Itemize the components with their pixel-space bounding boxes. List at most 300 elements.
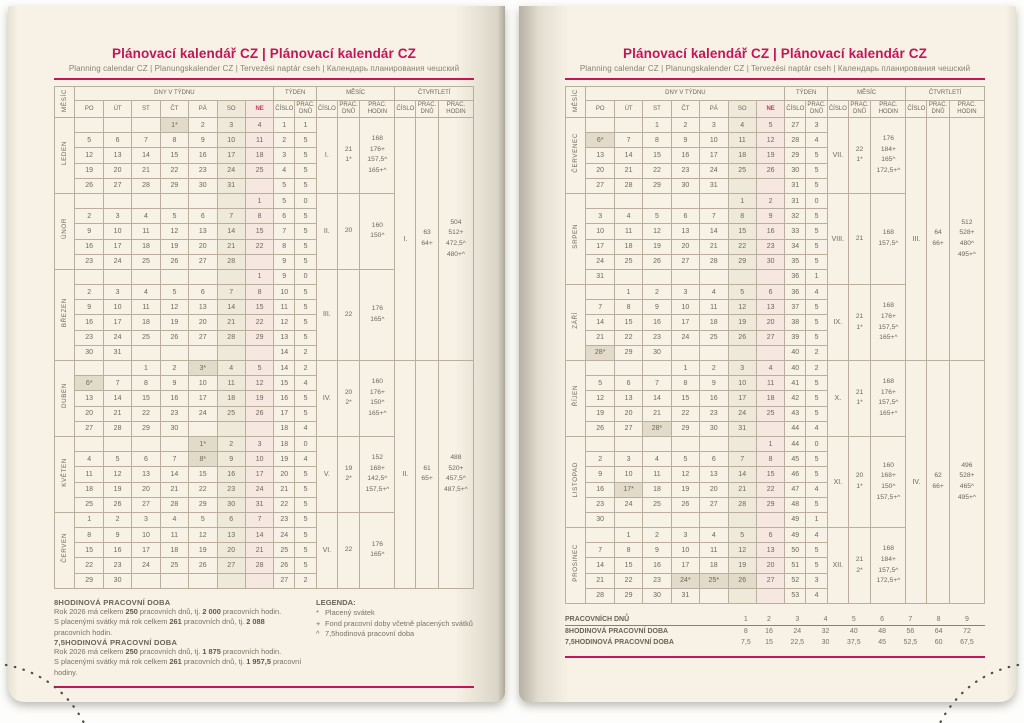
value-line: 165+^	[879, 334, 898, 342]
day-cell: 4	[132, 285, 160, 300]
legend-title: LEGENDA:	[316, 597, 356, 607]
legend-list	[316, 608, 474, 640]
value-line: 176+	[369, 145, 385, 153]
header-day-st: ST	[643, 101, 671, 118]
day-cell: 15	[75, 543, 103, 558]
value-line: 168+	[369, 464, 385, 472]
day-cell: 27	[700, 497, 728, 512]
day-cell: 16	[160, 391, 188, 406]
day-cell: 7	[217, 209, 245, 224]
conversion-value: 32	[821, 628, 830, 635]
day-cell: 25	[160, 558, 188, 573]
week-number-cell: 9	[274, 269, 295, 284]
header-day-so: SO	[217, 101, 245, 118]
day-cell: 23	[103, 558, 131, 573]
day-cell	[756, 269, 784, 284]
value-line: 512	[961, 218, 973, 226]
quarter-number-cell: III.	[906, 118, 927, 361]
value-line: 2*	[345, 399, 352, 407]
conversion-value: 2	[759, 614, 780, 626]
week-workdays-cell: 5	[295, 209, 317, 224]
day-cell	[728, 436, 756, 451]
day-cell	[103, 193, 131, 208]
month-name-cell	[566, 528, 586, 604]
week-number-cell: 26	[274, 558, 295, 573]
day-cell	[75, 361, 103, 376]
left-page-content	[54, 46, 474, 688]
day-cell	[614, 269, 642, 284]
value-line: 157,5+^	[876, 493, 901, 501]
day-cell: 8	[614, 543, 642, 558]
day-cell: 22	[75, 558, 103, 573]
day-cell: 30	[700, 421, 728, 436]
week-workdays-cell: 5	[295, 133, 317, 148]
conversion-row-label: 7,5HODINOVÁ PRACOVNÍ DOBA	[565, 639, 674, 646]
day-cell: 21	[132, 163, 160, 178]
workdays-conversion-table	[565, 614, 985, 648]
header-month-rotated	[566, 87, 586, 118]
day-cell: 6	[132, 452, 160, 467]
day-cell: 15	[160, 148, 188, 163]
day-cell: 28	[245, 558, 273, 573]
month-workdays-cell	[337, 193, 360, 269]
day-cell: 5	[586, 376, 614, 391]
day-cell: 5	[245, 361, 273, 376]
week-workdays-cell: 5	[295, 315, 317, 330]
day-cell: 31	[728, 421, 756, 436]
week-number-cell: 29	[785, 148, 806, 163]
value-line: 1*	[856, 156, 863, 164]
week-number-cell: 18	[274, 436, 295, 451]
week-number-cell: 14	[274, 345, 295, 360]
quarter-workhours-cell	[949, 118, 984, 361]
value-line: 157,5^	[878, 323, 899, 331]
day-cell	[132, 436, 160, 451]
value-line: 165+^	[879, 410, 898, 418]
day-cell: 25	[132, 254, 160, 269]
week-workdays-cell: 1	[295, 118, 317, 133]
day-cell: 19	[756, 148, 784, 163]
day-cell: 3	[132, 512, 160, 527]
day-cell	[245, 421, 273, 436]
day-cell: 20	[75, 406, 103, 421]
day-cell: 12	[756, 133, 784, 148]
week-workdays-cell: 4	[806, 421, 828, 436]
conversion-value: 9	[949, 614, 985, 626]
month-workdays-cell	[848, 193, 871, 284]
week-workdays-cell: 5	[295, 148, 317, 163]
header-week-number: ČÍSLO	[274, 101, 295, 118]
day-cell: 14	[586, 558, 614, 573]
bottom-accent-rule	[565, 656, 985, 658]
week-workdays-cell: 5	[295, 512, 317, 527]
conversion-value: 37,5	[847, 639, 861, 646]
day-cell: 27	[103, 178, 131, 193]
planning-calendar-table-left	[54, 86, 474, 589]
day-cell	[160, 573, 188, 588]
week-number-cell: 27	[274, 573, 295, 588]
day-cell	[75, 269, 103, 284]
week-number-cell: 19	[274, 452, 295, 467]
week-number-cell: 12	[274, 315, 295, 330]
day-cell: 31	[671, 588, 699, 603]
week-workdays-cell: 5	[806, 178, 828, 193]
day-cell: 19	[245, 391, 273, 406]
value-line: 496	[961, 461, 973, 469]
day-cell: 21	[614, 163, 642, 178]
week-workdays-cell: 5	[806, 497, 828, 512]
month-name-cell	[55, 118, 75, 194]
week-number-cell: 52	[785, 573, 806, 588]
day-cell: 26	[160, 330, 188, 345]
day-cell: 12	[160, 224, 188, 239]
value-line: 22	[855, 145, 864, 153]
day-cell: 30	[671, 178, 699, 193]
month-name-label: ČERVENEC	[572, 133, 580, 173]
day-cell: 15	[671, 391, 699, 406]
day-cell: 20	[756, 315, 784, 330]
day-cell	[189, 421, 217, 436]
week-workdays-cell: 5	[295, 406, 317, 421]
day-cell: 18	[132, 239, 160, 254]
day-cell: 29	[245, 330, 273, 345]
week-workdays-cell: 4	[806, 528, 828, 543]
day-cell: 14	[700, 224, 728, 239]
week-number-cell: 39	[785, 330, 806, 345]
day-cell: 13	[586, 148, 614, 163]
day-cell	[132, 573, 160, 588]
day-cell: 23	[217, 482, 245, 497]
legend-item	[316, 619, 474, 630]
day-cell: 26	[189, 558, 217, 573]
value-line: 22	[344, 310, 353, 318]
week-number-cell: 30	[785, 163, 806, 178]
week-workdays-cell: 5	[806, 376, 828, 391]
day-cell	[132, 193, 160, 208]
day-cell: 19	[643, 239, 671, 254]
day-cell: 19	[671, 482, 699, 497]
week-number-cell: 6	[274, 209, 295, 224]
day-cell: 15	[132, 391, 160, 406]
week-number-cell: 13	[274, 330, 295, 345]
week-workdays-cell: 2	[806, 345, 828, 360]
day-cell	[643, 193, 671, 208]
day-cell: 1*	[160, 118, 188, 133]
month-workhours-cell	[871, 436, 906, 527]
conversion-value: 22,5	[790, 639, 805, 646]
value-line: 512+	[448, 229, 464, 237]
day-cell: 25	[643, 497, 671, 512]
day-cell: 7	[586, 300, 614, 315]
day-cell: 30	[189, 178, 217, 193]
month-workdays-cell	[848, 285, 871, 361]
day-cell: 15	[614, 558, 642, 573]
value-line: 160	[882, 461, 894, 469]
value-line: 528+	[959, 229, 975, 237]
day-cell: 29	[75, 573, 103, 588]
week-number-cell: 16	[274, 391, 295, 406]
week-workdays-cell: 5	[295, 178, 317, 193]
conversion-value: 72	[963, 628, 971, 635]
week-number-cell: 35	[785, 254, 806, 269]
day-cell: 26	[671, 497, 699, 512]
day-cell: 26	[160, 254, 188, 269]
quarter-workhours-cell	[949, 361, 984, 604]
day-cell: 14	[217, 300, 245, 315]
day-cell: 4	[132, 209, 160, 224]
header-week-workdays: PRAC. DNŮ	[295, 101, 317, 118]
week-number-cell: 51	[785, 558, 806, 573]
day-cell: 21	[103, 406, 131, 421]
day-cell: 27	[586, 178, 614, 193]
day-cell: 4	[614, 209, 642, 224]
day-cell: 1	[614, 528, 642, 543]
value-line: 150^	[881, 483, 896, 490]
header-month-workhours: PRAC. HODIN	[360, 101, 395, 118]
day-cell	[586, 118, 614, 133]
value-line: 176	[371, 540, 383, 548]
day-cell: 2	[643, 285, 671, 300]
day-cell: 17	[245, 467, 273, 482]
day-cell	[245, 178, 273, 193]
day-cell	[700, 193, 728, 208]
value-line: 165^	[370, 551, 385, 559]
day-cell	[643, 436, 671, 451]
value-line: 2*	[345, 475, 352, 483]
week-number-cell: 40	[785, 345, 806, 360]
value-line: 63	[423, 229, 431, 237]
legend-symbol: +	[316, 618, 321, 628]
day-cell: 2	[671, 118, 699, 133]
month-name-label: ÚNOR	[61, 218, 69, 240]
day-cell: 31	[217, 178, 245, 193]
month-number-cell: VII.	[827, 118, 848, 194]
header-week-group: TÝDEN	[274, 87, 317, 101]
day-cell: 20	[671, 239, 699, 254]
day-cell: 6*	[75, 376, 103, 391]
day-cell: 14	[614, 148, 642, 163]
day-cell: 4	[728, 118, 756, 133]
conversion-value: 60	[934, 639, 943, 646]
day-cell: 9	[75, 224, 103, 239]
day-cell: 29	[643, 178, 671, 193]
day-cell: 13	[671, 224, 699, 239]
day-cell: 11	[643, 467, 671, 482]
value-line: 176+	[880, 312, 896, 320]
week-workdays-cell: 5	[295, 254, 317, 269]
day-cell: 22	[132, 406, 160, 421]
quarter-workdays-cell	[927, 361, 950, 604]
week-workdays-cell: 5	[806, 391, 828, 406]
month-number-cell: III.	[316, 269, 337, 360]
day-cell: 26	[586, 421, 614, 436]
header-day-pa: PÁ	[189, 101, 217, 118]
month-workdays-cell	[848, 361, 871, 437]
day-cell: 17	[103, 315, 131, 330]
week-number-cell: 46	[785, 467, 806, 482]
day-cell: 21	[217, 239, 245, 254]
week-workdays-cell: 3	[806, 573, 828, 588]
day-cell: 24	[245, 482, 273, 497]
day-cell: 29	[614, 588, 642, 603]
day-cell	[671, 193, 699, 208]
day-cell: 22	[160, 163, 188, 178]
week-workdays-cell: 4	[295, 421, 317, 436]
header-day-ct: ČT	[671, 101, 699, 118]
day-cell: 3	[103, 209, 131, 224]
day-cell: 15	[756, 467, 784, 482]
conversion-row-label: 8HODINOVÁ PRACOVNÍ DOBA	[565, 628, 669, 635]
day-cell	[75, 193, 103, 208]
header-day-st: ST	[132, 101, 160, 118]
day-cell: 16	[75, 239, 103, 254]
value-line: 150^	[370, 399, 385, 407]
header-quarter-workhours: PRAC. HODIN	[438, 101, 473, 118]
day-cell: 17	[586, 239, 614, 254]
day-cell: 12	[728, 300, 756, 315]
day-cell: 25	[75, 497, 103, 512]
day-cell: 4	[643, 452, 671, 467]
day-cell	[103, 436, 131, 451]
day-cell	[671, 269, 699, 284]
day-cell: 21	[643, 406, 671, 421]
day-cell: 11	[614, 224, 642, 239]
week-number-cell: 3	[274, 148, 295, 163]
day-cell	[614, 193, 642, 208]
top-accent-rule	[565, 78, 985, 80]
day-cell	[728, 269, 756, 284]
day-cell: 3	[586, 209, 614, 224]
week-number-cell: 28	[785, 133, 806, 148]
value-line: 495+^	[957, 250, 977, 258]
day-cell: 11	[700, 300, 728, 315]
conversion-value: 52,5	[903, 639, 918, 646]
day-cell	[586, 193, 614, 208]
day-cell: 9	[75, 300, 103, 315]
header-quarter-number: ČÍSLO	[906, 101, 927, 118]
day-cell: 24	[103, 254, 131, 269]
day-cell: 28*	[586, 345, 614, 360]
day-cell: 21	[586, 573, 614, 588]
day-cell: 8	[614, 300, 642, 315]
day-cell: 30	[217, 497, 245, 512]
conversion-value: 7,5	[740, 639, 751, 646]
day-cell: 16	[671, 148, 699, 163]
month-name-label: PROSINEC	[572, 544, 580, 582]
day-cell	[586, 528, 614, 543]
day-cell: 8	[132, 376, 160, 391]
day-cell: 9	[189, 133, 217, 148]
week-number-cell: 24	[274, 528, 295, 543]
week-number-cell: 38	[785, 315, 806, 330]
day-cell: 18	[160, 543, 188, 558]
header-days-group: DNY V TÝDNU	[75, 87, 274, 101]
month-name-cell	[566, 193, 586, 284]
day-cell: 6	[671, 209, 699, 224]
month-workdays-cell	[337, 269, 360, 360]
week-workdays-cell: 2	[806, 361, 828, 376]
day-cell: 2	[586, 452, 614, 467]
week-workdays-cell: 5	[806, 148, 828, 163]
day-cell: 22	[614, 330, 642, 345]
value-line: 168	[371, 135, 383, 143]
month-name-cell	[55, 269, 75, 360]
day-cell: 24	[189, 406, 217, 421]
value-line: 465^	[959, 483, 975, 490]
day-cell: 26	[728, 573, 756, 588]
day-cell	[160, 436, 188, 451]
day-cell: 28	[160, 497, 188, 512]
conversion-value: 8	[928, 614, 949, 626]
week-workdays-cell: 5	[806, 300, 828, 315]
day-cell	[700, 436, 728, 451]
day-cell: 11	[132, 300, 160, 315]
week-workdays-cell: 5	[806, 406, 828, 421]
day-cell: 7	[132, 133, 160, 148]
day-cell: 20	[217, 543, 245, 558]
value-line: 21	[855, 234, 864, 242]
day-cell: 12	[160, 300, 188, 315]
value-line: 184+	[880, 145, 896, 153]
day-cell: 2	[160, 361, 188, 376]
value-line: 20	[344, 227, 353, 235]
day-cell: 13	[132, 467, 160, 482]
day-cell: 2	[189, 118, 217, 133]
day-cell: 13	[75, 391, 103, 406]
day-cell: 21	[728, 482, 756, 497]
summary-line: S placenými svátky má rok celkem 261 pracovních dnů, tj. 2 088 pracovních hodin.	[54, 617, 265, 637]
quarter-workhours-cell	[438, 118, 473, 361]
day-cell: 27	[132, 497, 160, 512]
day-cell: 1	[728, 193, 756, 208]
day-cell: 15	[245, 300, 273, 315]
day-cell: 7	[643, 376, 671, 391]
day-cell: 28	[728, 497, 756, 512]
value-line: 488	[450, 453, 462, 461]
week-workdays-cell: 5	[806, 239, 828, 254]
day-cell: 4	[756, 361, 784, 376]
value-line: 168	[882, 545, 894, 553]
value-line: 157,5^	[367, 156, 388, 164]
week-number-cell: 50	[785, 543, 806, 558]
header-quarter-workdays: PRAC. DNŮ	[927, 101, 950, 118]
conversion-value: 40	[849, 628, 858, 635]
day-cell: 22	[245, 315, 273, 330]
quarter-number-cell: I.	[395, 118, 416, 361]
day-cell: 1	[245, 193, 273, 208]
day-cell	[189, 345, 217, 360]
day-cell: 2	[75, 285, 103, 300]
week-number-cell: 34	[785, 239, 806, 254]
week-number-cell: 36	[785, 285, 806, 300]
conversion-value: 48	[878, 628, 886, 635]
value-line: 157,5^	[878, 240, 899, 247]
week-number-cell: 22	[274, 497, 295, 512]
value-line: 176+	[880, 388, 896, 396]
day-cell	[245, 254, 273, 269]
day-cell: 5	[75, 133, 103, 148]
value-line: 21	[855, 312, 864, 320]
day-cell: 1	[245, 269, 273, 284]
month-workdays-cell	[337, 361, 360, 437]
day-cell	[728, 588, 756, 603]
day-cell: 30	[75, 345, 103, 360]
day-cell: 3*	[189, 361, 217, 376]
header-month-group: MĚSÍC	[827, 87, 906, 101]
month-number-cell: VI.	[316, 512, 337, 588]
day-cell: 1	[671, 361, 699, 376]
day-cell: 26	[728, 330, 756, 345]
